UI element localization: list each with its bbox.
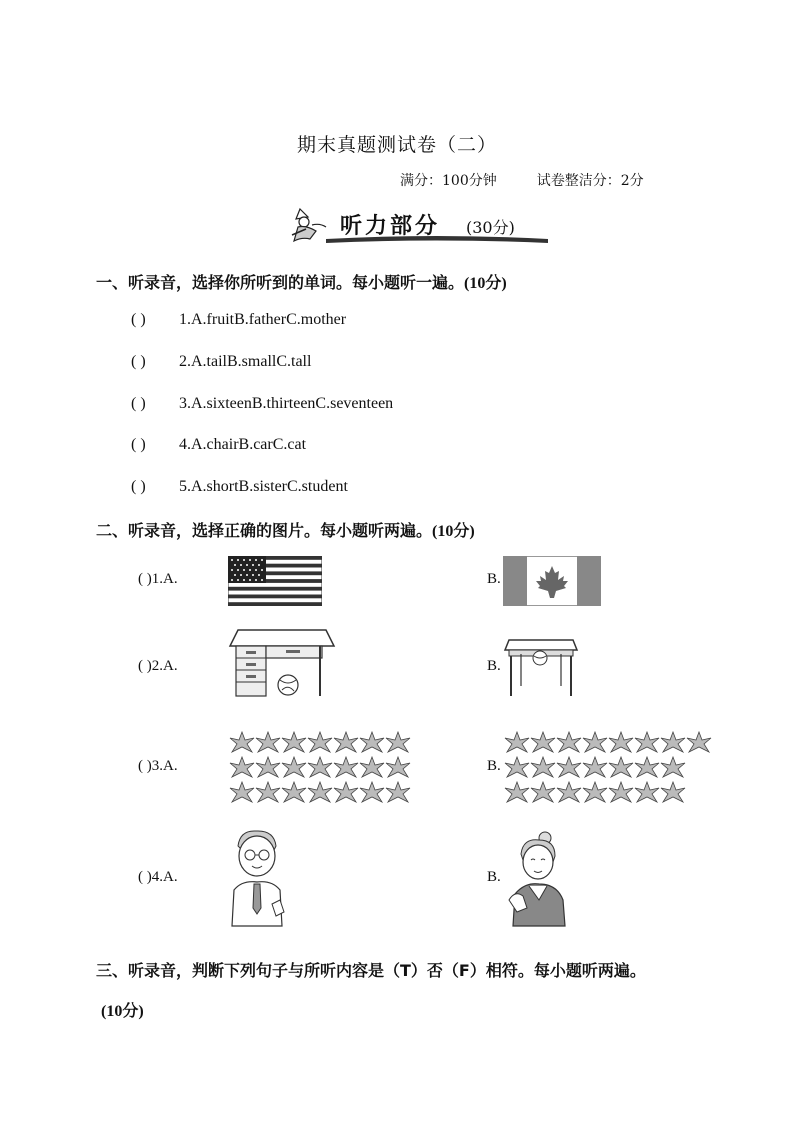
kite-icon [308,732,332,752]
section3-points: (10分) [101,1003,144,1020]
kite-icon [635,732,659,752]
answer-blank[interactable]: ( ) [138,658,152,674]
item-number: 1.A. [151,571,178,587]
answer-blank[interactable]: ( ) [138,571,152,587]
option-b-label: B. [487,571,501,587]
item-number: 3.A. [151,758,178,774]
list-item [131,436,306,454]
section3-heading-text: 三、听录音，判断下列句子与所听内容是（T）否（F）相符。每小题听两遍。 [96,961,646,980]
question-row [138,571,178,588]
item-text: 5.A.shortB.sisterC.student [179,478,348,495]
question-row [138,658,178,675]
answer-blank[interactable]: ( ) [131,311,146,328]
man-with-glasses-image[interactable] [228,828,288,928]
section2-heading [96,518,475,541]
kite-icon [308,782,332,802]
kite-icon [360,757,384,777]
list-item [131,353,311,371]
section1-heading-text: 一、听录音，选择你所听到的单词。每小题听一遍。 [96,273,465,292]
kite-icon [583,757,607,777]
kite-icon [531,732,555,752]
usa-flag-image[interactable] [228,556,322,606]
page-title: 期末真题测试卷（二） [296,134,497,156]
answer-blank[interactable]: ( ) [131,353,146,370]
kite-icon [386,732,410,752]
kite-icon [531,757,555,777]
item-number: 4.A. [151,869,178,885]
section1-points: (10分) [464,275,507,292]
kite-icon [308,757,332,777]
answer-blank[interactable]: ( ) [131,395,146,412]
section3-points-row [101,998,144,1021]
kite-icon [609,732,633,752]
banner-title: 听力部分 [340,214,441,239]
section2-heading-text: 二、听录音，选择正确的图片。每小题听两遍。 [96,521,433,540]
answer-blank[interactable]: ( ) [138,869,152,885]
option-b-label: B. [487,869,501,885]
list-item [131,478,348,496]
score-info [400,170,644,190]
kite-icon [661,757,685,777]
kite-icon [505,732,529,752]
kite-icon [661,732,685,752]
option-b-label: B. [487,658,501,674]
section2-points: (10分) [432,523,475,540]
list-item [131,395,393,413]
kite-icon [282,757,306,777]
kite-icon [505,782,529,802]
kite-icon [256,782,280,802]
kites-group-a-image[interactable] [228,730,418,806]
kite-icon [230,757,254,777]
section3-heading [96,958,646,981]
kite-icon [635,782,659,802]
kite-icon [360,782,384,802]
kite-icon [583,732,607,752]
kite-icon [230,732,254,752]
kite-icon [334,757,358,777]
listening-banner [286,205,556,247]
full-score: 满分：100分钟 [400,173,497,189]
kite-icon [557,732,581,752]
item-text: 3.A.sixteenB.thirteenC.seventeen [179,395,394,412]
answer-blank[interactable]: ( ) [131,436,146,453]
item-text: 1.A.fruitB.fatherC.mother [179,311,347,328]
wizard-icon [286,205,330,245]
woman-with-bun-image[interactable] [505,830,567,928]
kite-icon [230,782,254,802]
kite-icon [256,732,280,752]
section1-heading [96,270,507,293]
item-number: 2.A. [151,658,178,674]
question-row [138,758,178,775]
kite-icon [609,757,633,777]
kite-icon [687,732,711,752]
answer-blank[interactable]: ( ) [138,758,152,774]
kite-icon [609,782,633,802]
kite-icon [386,782,410,802]
kite-icon [661,782,685,802]
kite-icon [557,757,581,777]
neatness-score: 试卷整洁分：2分 [536,173,644,189]
kite-icon [557,782,581,802]
kite-icon [334,732,358,752]
kite-icon [256,757,280,777]
kite-icon [583,782,607,802]
kite-icon [282,782,306,802]
answer-blank[interactable]: ( ) [131,478,146,495]
item-text: 4.A.chairB.carC.cat [179,436,307,453]
kites-group-b-image[interactable] [503,730,723,806]
kite-icon [386,757,410,777]
option-b-label: B. [487,758,501,774]
desk-image[interactable] [228,628,336,698]
kite-icon [282,732,306,752]
item-text: 2.A.tailB.smallC.tall [179,353,312,370]
kite-icon [635,757,659,777]
banner-points: (30分) [466,218,515,237]
question-row [138,869,178,886]
kite-icon [334,782,358,802]
table-image[interactable] [503,638,579,698]
kite-icon [360,732,384,752]
list-item [131,311,346,329]
kite-icon [505,757,529,777]
kite-icon [531,782,555,802]
canada-flag-image[interactable] [503,556,601,606]
